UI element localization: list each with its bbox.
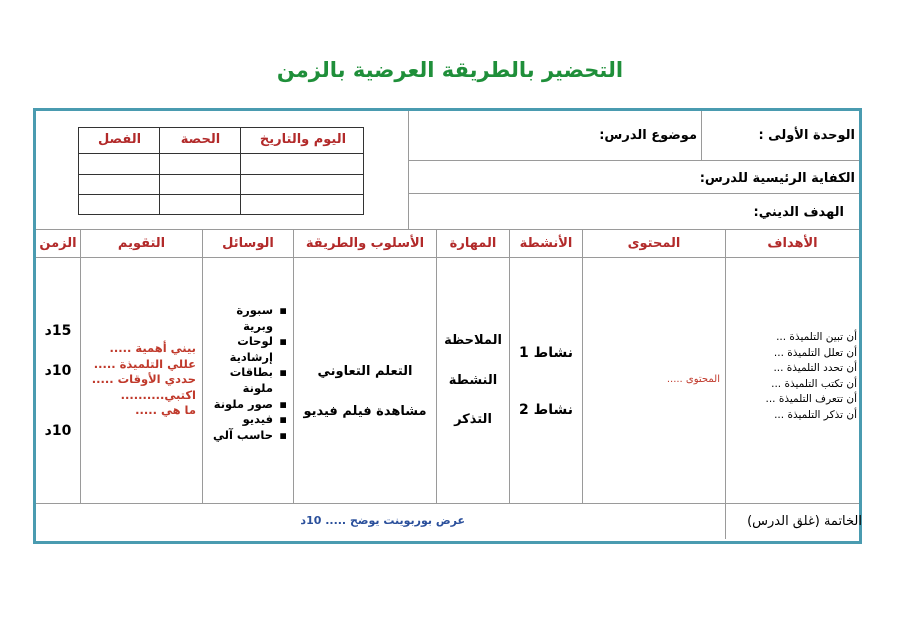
column-header: الأنشطة — [519, 236, 573, 251]
religious-goal-label: الهدف الديني: — [753, 205, 844, 220]
tools-list — [213, 303, 287, 443]
info-header-date: اليوم والتاريخ — [259, 132, 347, 147]
time-item: 10د — [44, 423, 72, 439]
tool-item: وبرية — [243, 318, 273, 333]
column-header: المهارة — [449, 236, 497, 251]
tool-item: ▪بطاقات — [229, 365, 287, 380]
evaluation-item: اكتبي.......... — [120, 387, 196, 402]
evaluation-item: حددي الأوقات ..... — [91, 372, 196, 386]
activity-item: نشاط 1 — [519, 345, 573, 361]
divider — [408, 111, 409, 229]
objectives-list — [765, 330, 857, 423]
objective-item: أن تذكر التلميذة ... — [774, 408, 857, 421]
column-header: الأهداف — [767, 236, 818, 251]
divider — [80, 229, 81, 503]
time-item: 15د — [44, 323, 72, 339]
objective-item: أن تعلل التلميذة ... — [773, 346, 857, 359]
objective-item: أن تتعرف التلميذة ... — [765, 393, 857, 405]
info-header-class: الفصل — [97, 132, 142, 147]
info-header-period: الحصة — [180, 132, 221, 147]
objective-item: أن تكتب التلميذة ... — [771, 377, 857, 390]
skill-item: التذكر — [454, 412, 492, 427]
evaluation-item: عللي التلميذة ..... — [93, 356, 196, 371]
unit-label: الوحدة الأولى : — [758, 128, 855, 143]
tool-item: ▪لوحات — [237, 334, 287, 349]
topic-label: موضوع الدرس: — [599, 128, 697, 143]
divider — [36, 257, 859, 258]
page-title: التحضير بالطريقة العرضية بالزمن — [276, 58, 624, 82]
column-header: التقويم — [117, 236, 166, 251]
conclusion-label: الخاتمة (غلق الدرس) — [747, 514, 862, 529]
divider — [725, 229, 726, 539]
tool-item: ▪فيديو — [242, 412, 287, 427]
divider — [701, 111, 702, 160]
conclusion-text: عرض بوربوينت يوضح ..... 10د — [300, 514, 465, 527]
column-header: الوسائل — [222, 236, 274, 251]
column-header: الزمن — [39, 236, 77, 251]
divider — [36, 503, 859, 504]
tool-item: ▪حاسب آلي — [213, 427, 287, 442]
column-header: الأسلوب والطريقة — [305, 236, 425, 251]
evaluation-item: ما هي ..... — [135, 403, 196, 417]
divider — [202, 229, 203, 503]
column-header: المحتوى — [627, 236, 681, 251]
divider — [409, 193, 859, 194]
divider — [36, 229, 859, 230]
divider — [409, 160, 859, 161]
skill-item: الملاحظة — [444, 333, 502, 348]
divider — [582, 229, 583, 503]
activity-item: نشاط 2 — [519, 402, 573, 418]
content-text: المحتوى ..... — [666, 374, 720, 385]
method-item: التعلم التعاوني — [317, 364, 413, 379]
tool-item: ▪صور ملونة — [213, 396, 287, 411]
evaluation-item: بيني أهمية ..... — [109, 341, 196, 355]
method-item: مشاهدة فيلم فيديو — [303, 404, 427, 419]
divider — [436, 229, 437, 503]
tool-item: ملونة — [242, 380, 273, 395]
tool-item: إرشادية — [229, 349, 273, 364]
tool-item: ▪سبورة — [236, 303, 287, 317]
objective-item: أن تبين التلميذة ... — [776, 331, 857, 343]
time-item: 10د — [44, 363, 72, 379]
competency-label: الكفاية الرئيسية للدرس: — [699, 171, 855, 186]
divider — [509, 229, 510, 503]
skill-item: النشطة — [448, 373, 498, 388]
evaluation-list — [92, 341, 196, 419]
objective-item: أن تحدد التلميذة ... — [773, 362, 857, 374]
